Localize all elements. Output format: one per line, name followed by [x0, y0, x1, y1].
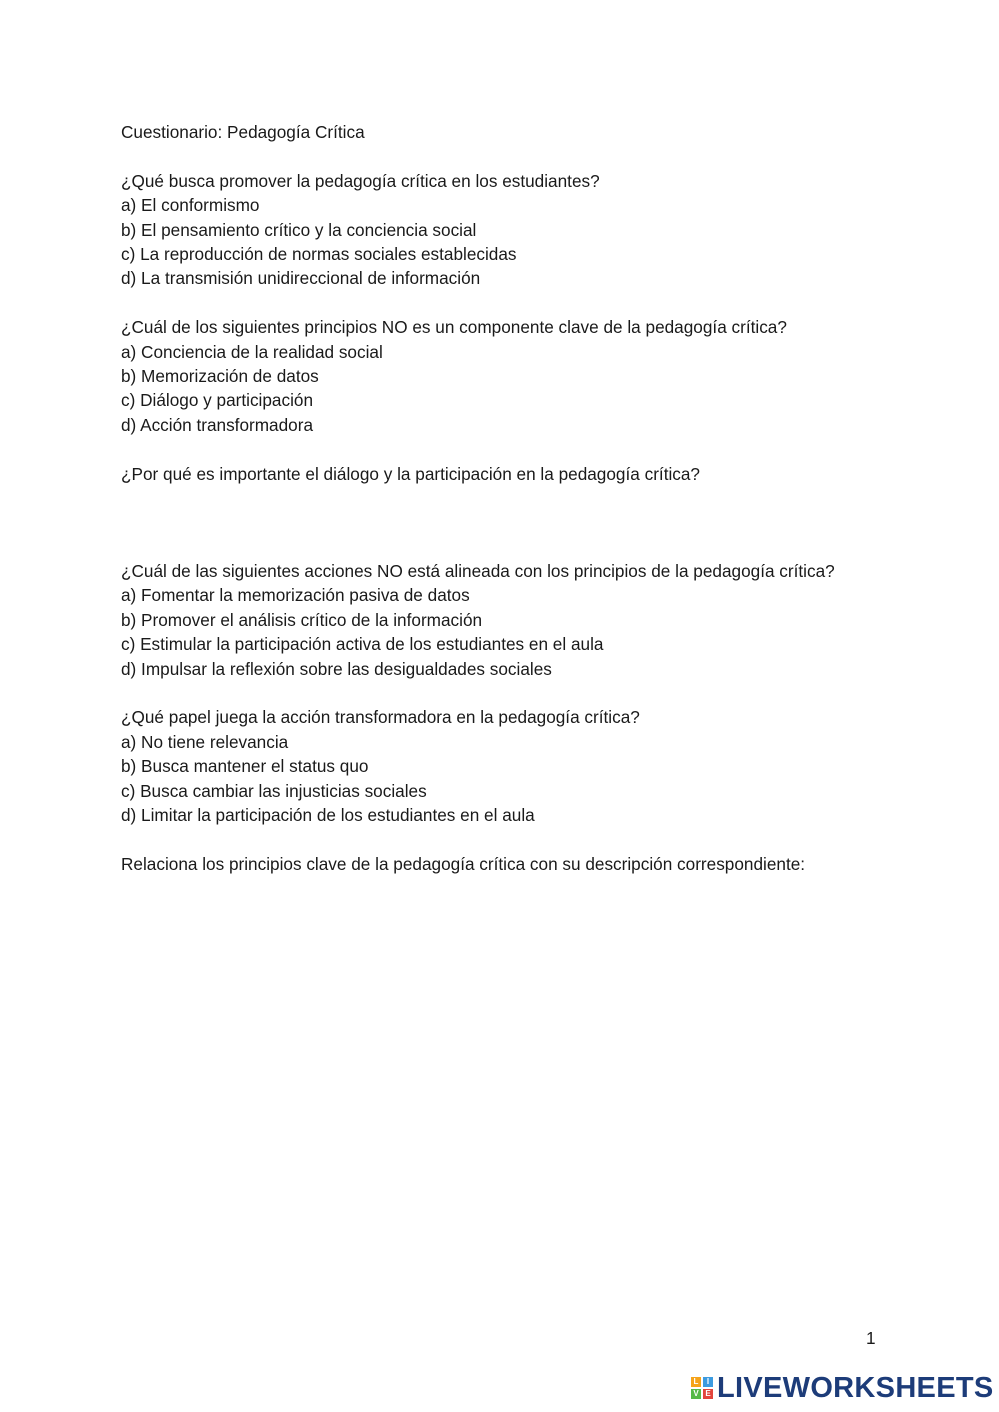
question-3	[121, 462, 861, 559]
answer-option[interactable]: c) Estimular la participación activa de los estudiantes en el aula	[121, 634, 604, 655]
answer-option[interactable]: d) Acción transformadora	[121, 414, 314, 435]
question-6	[121, 852, 861, 876]
open-answer-area[interactable]	[121, 486, 861, 559]
question-5	[121, 705, 861, 827]
question-prompt: Relaciona los principios clave de la pedagogía crítica con su descripción correspondiente:	[121, 853, 806, 874]
question-prompt: ¿Cuál de los siguientes principios NO es un componente clave de la pedagogía crítica?	[121, 317, 787, 338]
question-2	[121, 315, 861, 437]
logo-letter-v: V	[691, 1389, 701, 1399]
answer-option[interactable]: c) Busca cambiar las injusticias sociales	[121, 780, 427, 801]
brand-name: LIVEWORKSHEETS	[717, 1371, 994, 1404]
question-prompt: ¿Qué papel juega la acción transformadora en la pedagogía crítica?	[121, 707, 640, 728]
answer-option[interactable]: d) Limitar la participación de los estudiantes en el aula	[121, 805, 535, 826]
liveworksheets-logo	[691, 1372, 994, 1404]
question-prompt: ¿Cuál de las siguientes acciones NO está alineada con los principios de la pedagogía crítica?	[121, 561, 835, 582]
answer-option[interactable]: c) La reproducción de normas sociales establecidas	[121, 244, 517, 265]
answer-option[interactable]: c) Diálogo y participación	[121, 390, 314, 411]
answer-option[interactable]: d) Impulsar la reflexión sobre las desigualdades sociales	[121, 658, 552, 679]
liveworksheets-icon	[691, 1377, 713, 1399]
answer-option[interactable]: a) El conformismo	[121, 195, 260, 216]
page-number: 1	[866, 1328, 876, 1348]
question-4	[121, 559, 861, 681]
question-1	[121, 169, 861, 291]
question-prompt: ¿Qué busca promover la pedagogía crítica en los estudiantes?	[121, 170, 600, 191]
quiz-content	[121, 120, 861, 876]
answer-option[interactable]: b) El pensamiento crítico y la conciencia social	[121, 219, 477, 240]
answer-option[interactable]: a) Fomentar la memorización pasiva de datos	[121, 585, 470, 606]
answer-option[interactable]: b) Promover el análisis crítico de la información	[121, 609, 483, 630]
answer-option[interactable]: a) Conciencia de la realidad social	[121, 341, 383, 362]
logo-letter-i: I	[703, 1377, 713, 1387]
logo-letter-e: E	[703, 1389, 713, 1399]
logo-letter-l: L	[691, 1377, 701, 1387]
quiz-title: Cuestionario: Pedagogía Crítica	[121, 122, 365, 142]
answer-option[interactable]: a) No tiene relevancia	[121, 731, 289, 752]
answer-option[interactable]: d) La transmisión unidireccional de información	[121, 268, 481, 289]
question-prompt: ¿Por qué es importante el diálogo y la participación en la pedagogía crítica?	[121, 463, 700, 484]
answer-option[interactable]: b) Memorización de datos	[121, 366, 319, 387]
answer-option[interactable]: b) Busca mantener el status quo	[121, 756, 369, 777]
